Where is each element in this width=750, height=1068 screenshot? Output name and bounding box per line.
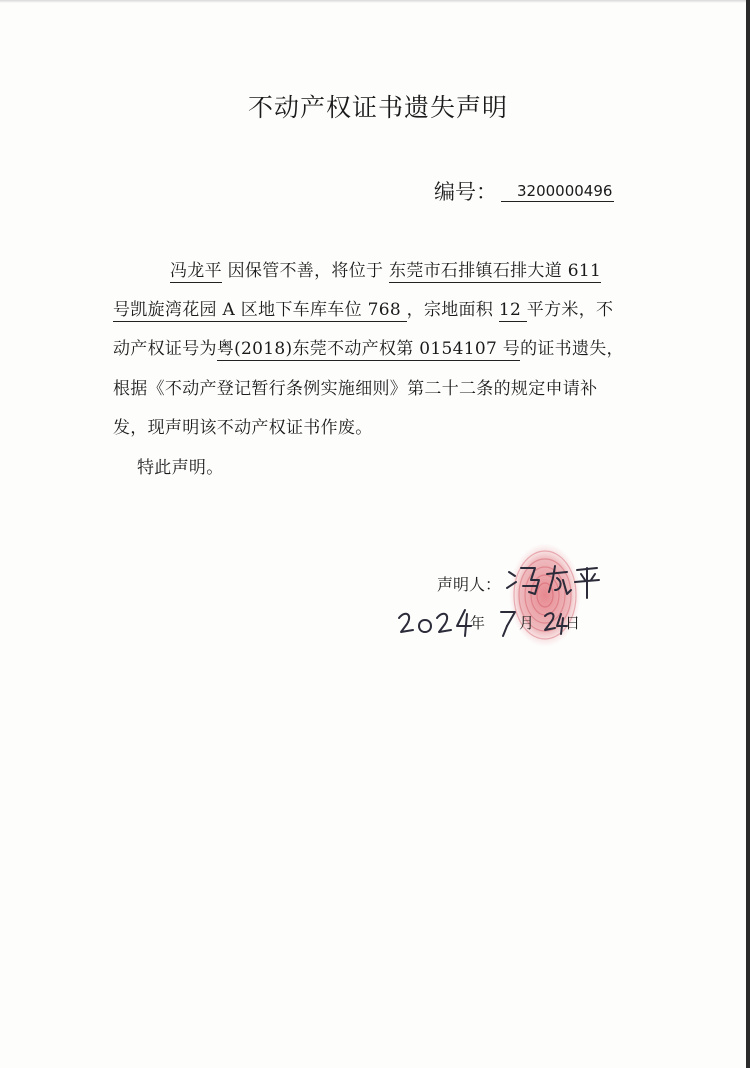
body-line-5: 发，现声明该不动产权证书作废。 bbox=[113, 418, 373, 438]
document-title: 不动产权证书遗失声明 bbox=[247, 93, 508, 122]
property-address-part2: 号凯旋湾花园 A 区地下车库车位 768 bbox=[113, 300, 407, 320]
land-area: 12 bbox=[498, 300, 527, 320]
body-line-3 bbox=[113, 334, 624, 359]
handwritten-signature-name bbox=[505, 560, 605, 600]
date-month-char: 月 bbox=[519, 614, 535, 632]
certificate-id: 粤(2018)东莞不动产权第 0154107 号 bbox=[216, 339, 521, 359]
declarant-label: 声明人： bbox=[437, 575, 502, 594]
body-line-2 bbox=[113, 295, 613, 320]
body-text: 动产权证号为 bbox=[113, 339, 217, 359]
body-line-1 bbox=[170, 256, 601, 281]
date-year-char: 年 bbox=[470, 614, 486, 632]
body-text: 平方米，不 bbox=[526, 300, 614, 320]
date-day-char: 日 bbox=[565, 614, 581, 632]
declarant-name: 冯龙平 bbox=[170, 261, 222, 281]
body-text: 因保管不善，将位于 bbox=[221, 261, 390, 281]
scan-edge bbox=[0, 0, 746, 3]
number-value: 3200000496 bbox=[501, 182, 614, 202]
body-line-4: 根据《不动产登记暂行条例实施细则》第二十二条的规定申请补 bbox=[113, 379, 598, 399]
certificate-number-row bbox=[434, 176, 614, 206]
body-text: ，宗地面积 bbox=[406, 300, 499, 320]
property-address-part1: 东莞市石排镇石排大道 611 bbox=[389, 261, 602, 281]
number-label: 编号： bbox=[434, 180, 497, 204]
closing-line: 特此声明。 bbox=[137, 458, 224, 478]
body-text: 的证书遗失， bbox=[520, 339, 624, 359]
